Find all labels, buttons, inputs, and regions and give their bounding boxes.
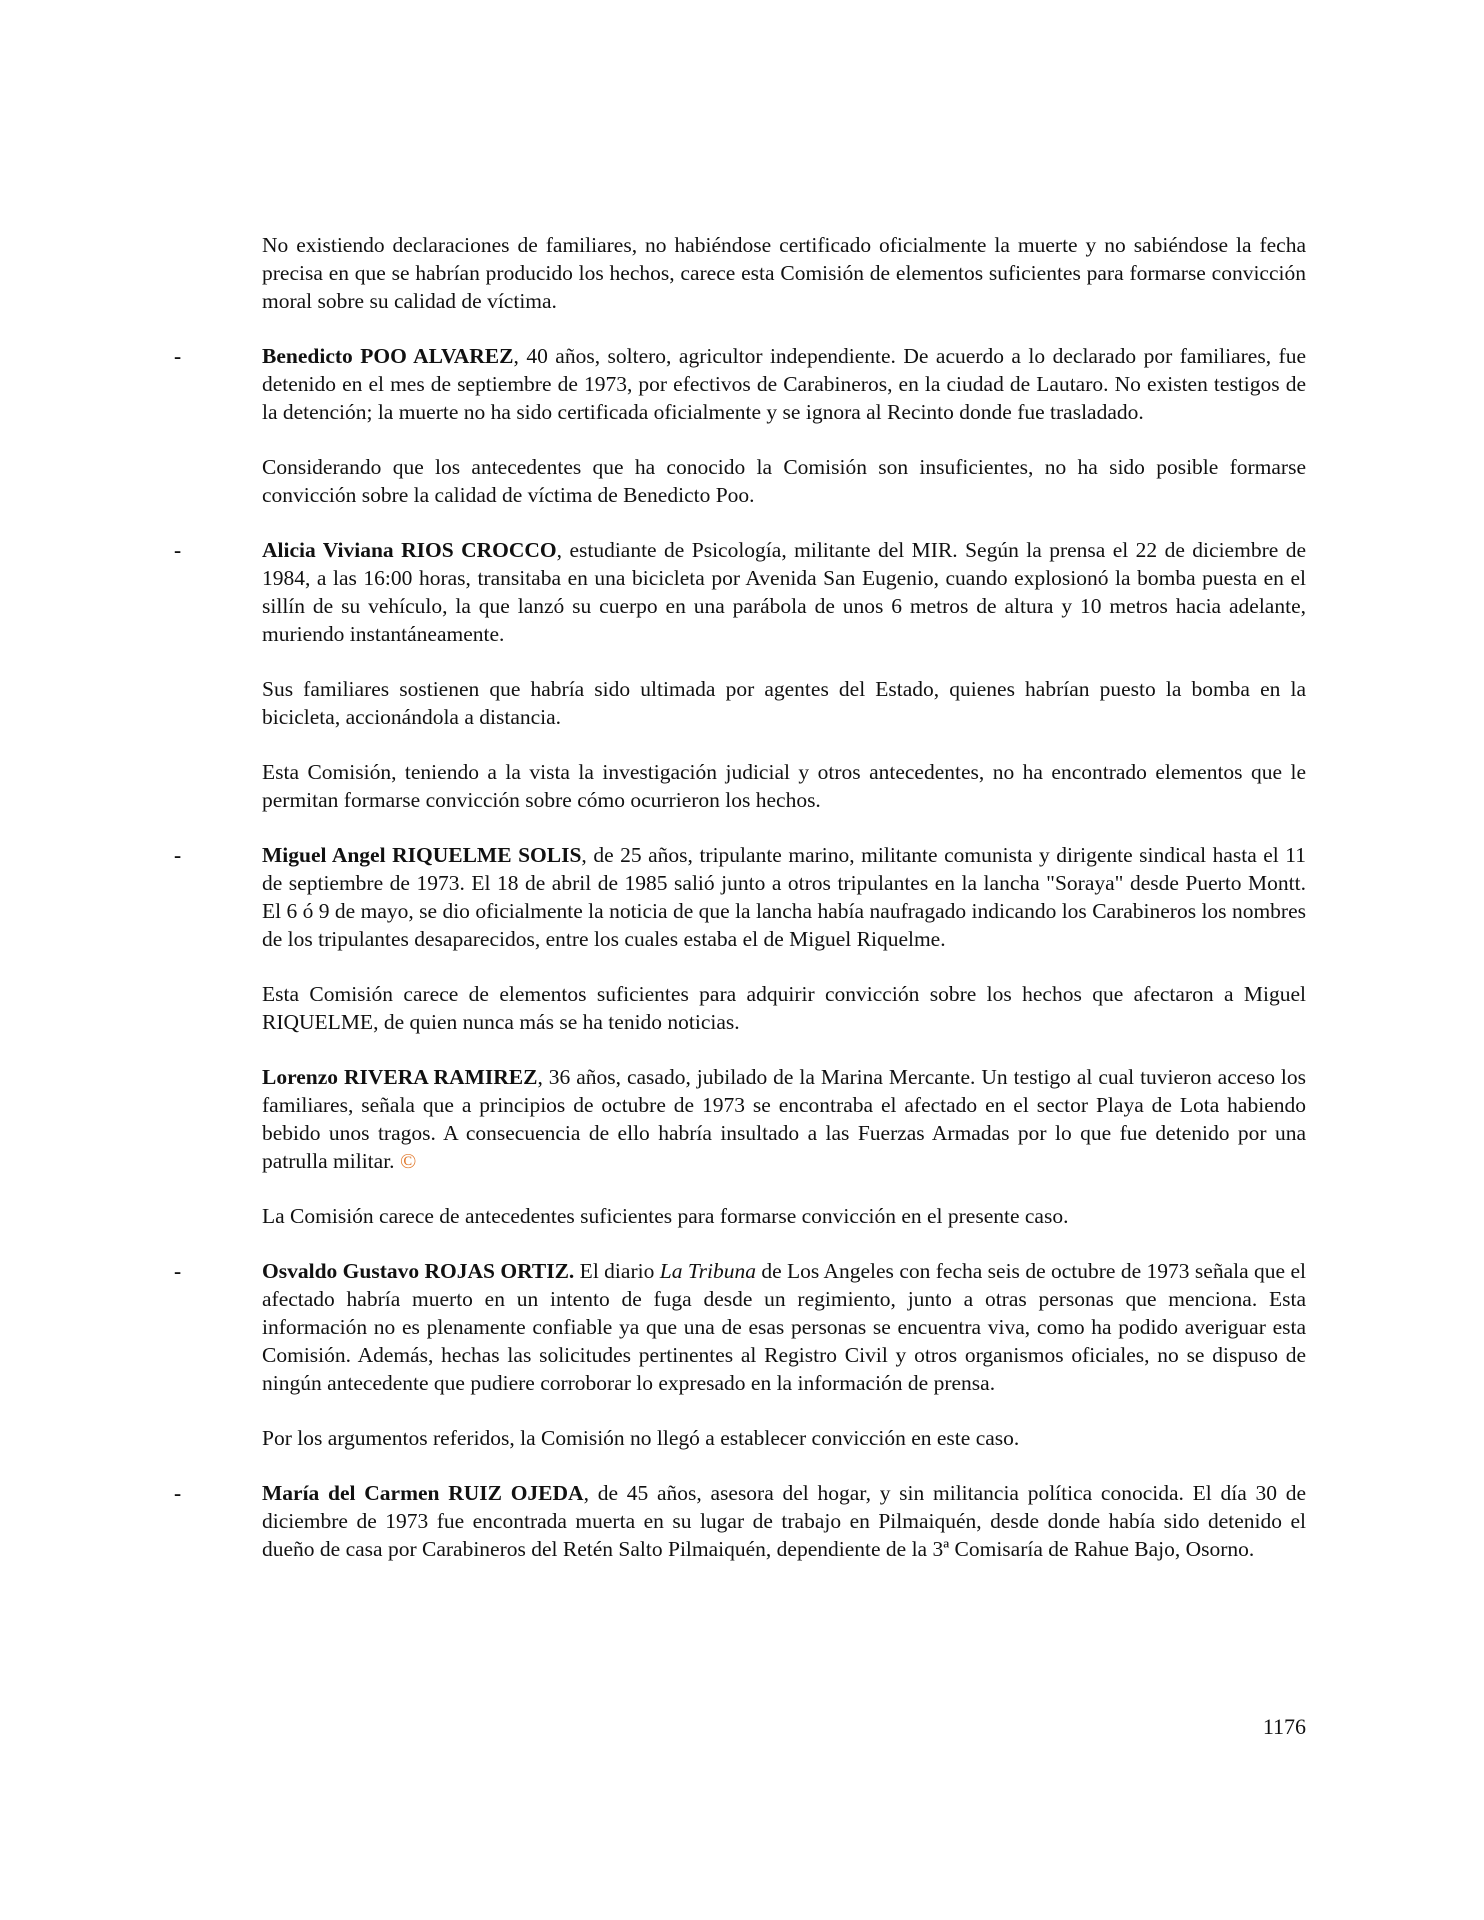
- entry-text-lead: El diario: [574, 1259, 660, 1283]
- entry-text: , de 45 años, asesora del hogar, y sin militancia política conocida. El día 30 de diciembre de 1973 fue encontrada muerta en su lugar de trabajo en Pilmaiquén, desde donde había sido detenido el dueño de casa por Carabineros del Retén Salto Pilmaiquén, dependiente de la 3ª Comisaría de Rahue Bajo, Osorno.: [262, 1481, 1307, 1561]
- paragraph-text: Por los argumentos referidos, la Comisión no llegó a establecer convicción en este caso.: [262, 1426, 1020, 1450]
- paragraph-text: Considerando que los antecedentes que ha conocido la Comisión son insuficientes, no ha sido posible formarse convicción sobre la calidad de víctima de Benedicto Poo.: [262, 455, 1306, 507]
- paragraph-la-comision-carece: [262, 1202, 1306, 1230]
- list-dash: -: [174, 1259, 182, 1283]
- document-body: [174, 231, 1307, 1590]
- newspaper-title: La Tribuna: [659, 1259, 756, 1283]
- paragraph-sus-familiares: [262, 675, 1306, 731]
- page-number: 1176: [1262, 1714, 1306, 1739]
- list-dash: -: [174, 1481, 182, 1505]
- paragraph-por-los-argumentos: [262, 1424, 1306, 1452]
- entry-text: , 36 años, casado, jubilado de la Marina Mercante. Un testigo al cual tuvieron acceso los familiares, señala que a principios de octubre de 1973 se encontraba el afectado en el sector Playa de Lota habiendo bebido unos tragos. A consecuencia de ello habría insultado a las Fuerzas Armadas por lo que fue detenido por una patrulla militar.: [262, 1065, 1306, 1173]
- list-dash: -: [174, 538, 182, 562]
- entry-text: , de 25 años, tripulante marino, militante comunista y dirigente sindical hasta el 11 de septiembre de 1973. El 18 de abril de 1985 salió junto a otros tripulantes en la lancha "Soraya" desde Puerto Montt. El 6 ó 9 de mayo, se dio oficialmente la noticia de que la lancha había naufragado indicando los Carabineros los nombres de los tripulantes desaparecidos, entre los cuales estaba el de Miguel Riquelme.: [262, 843, 1306, 951]
- entry-text: , 40 años, soltero, agricultor independiente. De acuerdo a lo declarado por familiares, fue detenido en el mes de septiembre de 1973, por efectivos de Carabineros, en la ciudad de Lautaro. No existen testigos de la detención; la muerte no ha sido certificada oficialmente y se ignora al Recinto donde fue trasladado.: [262, 344, 1307, 424]
- paragraph-considerando: [262, 453, 1306, 509]
- paragraph-text: Esta Comisión, teniendo a la vista la investigación judicial y otros antecedentes, no ha encontrado elementos que le permitan formarse convicción sobre cómo ocurrieron los hechos.: [262, 760, 1306, 812]
- entry-lorenzo-rivera: [262, 1063, 1306, 1175]
- entry-miguel-riquelme: [174, 841, 1306, 953]
- list-dash: -: [174, 843, 182, 867]
- copyright-mark-icon: ©: [399, 1149, 417, 1173]
- paragraph-text: Esta Comisión carece de elementos suficientes para adquirir convicción sobre los hechos que afectaron a Miguel RIQUELME, de quien nunca más se ha tenido noticias.: [262, 982, 1306, 1034]
- entry-maria-ruiz: [174, 1479, 1307, 1563]
- paragraph-text: No existiendo declaraciones de familiares, no habiéndose certificado oficialmente la muerte y no sabiéndose la fecha precisa en que se habrían producido los hechos, carece esta Comisión de elementos suficientes para formarse convicción moral sobre su calidad de víctima.: [262, 233, 1306, 313]
- paragraph-no-existiendo: [262, 231, 1306, 315]
- entry-alicia-rios: [174, 536, 1306, 648]
- paragraph-esta-comision-carece: [262, 980, 1306, 1036]
- person-name: María del Carmen RUIZ OJEDA: [262, 1481, 584, 1505]
- paragraph-text: La Comisión carece de antecedentes suficientes para formarse convicción en el presente caso.: [262, 1204, 1069, 1228]
- paragraph-esta-comision-investigacion: [262, 758, 1306, 814]
- entry-text: , estudiante de Psicología, militante del MIR. Según la prensa el 22 de diciembre de 1984, a las 16:00 horas, transitaba en una bicicleta por Avenida San Eugenio, cuando explosionó la bomba puesta en el sillín de su vehículo, la que lanzó su cuerpo en una parábola de unos 6 metros de altura y 10 metros hacia adelante, muriendo instantáneamente.: [262, 538, 1306, 646]
- entry-benedicto-poo: [174, 342, 1307, 426]
- person-name: Alicia Viviana RIOS CROCCO: [262, 538, 557, 562]
- person-name: Lorenzo RIVERA RAMIREZ: [262, 1065, 538, 1089]
- paragraph-text: Sus familiares sostienen que habría sido ultimada por agentes del Estado, quienes habrían puesto la bomba en la bicicleta, accionándola a distancia.: [262, 677, 1306, 729]
- entry-osvaldo-rojas: [174, 1257, 1306, 1397]
- person-name: Osvaldo Gustavo ROJAS ORTIZ.: [262, 1259, 575, 1283]
- entry-text: de Los Angeles con fecha seis de octubre de 1973 señala que el afectado habría muerto en un intento de fuga desde un regimiento, junto a otras personas que menciona. Esta información no es plenamente confiable ya que una de esas personas se encuentra viva, como ha podido averiguar esta Comisión. Además, hechas las solicitudes pertinentes al Registro Civil y otros organismos oficiales, no se dispuso de ningún antecedente que pudiere corroborar lo expresado en la información de prensa.: [262, 1259, 1306, 1395]
- person-name: Miguel Angel RIQUELME SOLIS: [262, 843, 582, 867]
- list-dash: -: [174, 344, 182, 368]
- person-name: Benedicto POO ALVAREZ: [262, 344, 514, 368]
